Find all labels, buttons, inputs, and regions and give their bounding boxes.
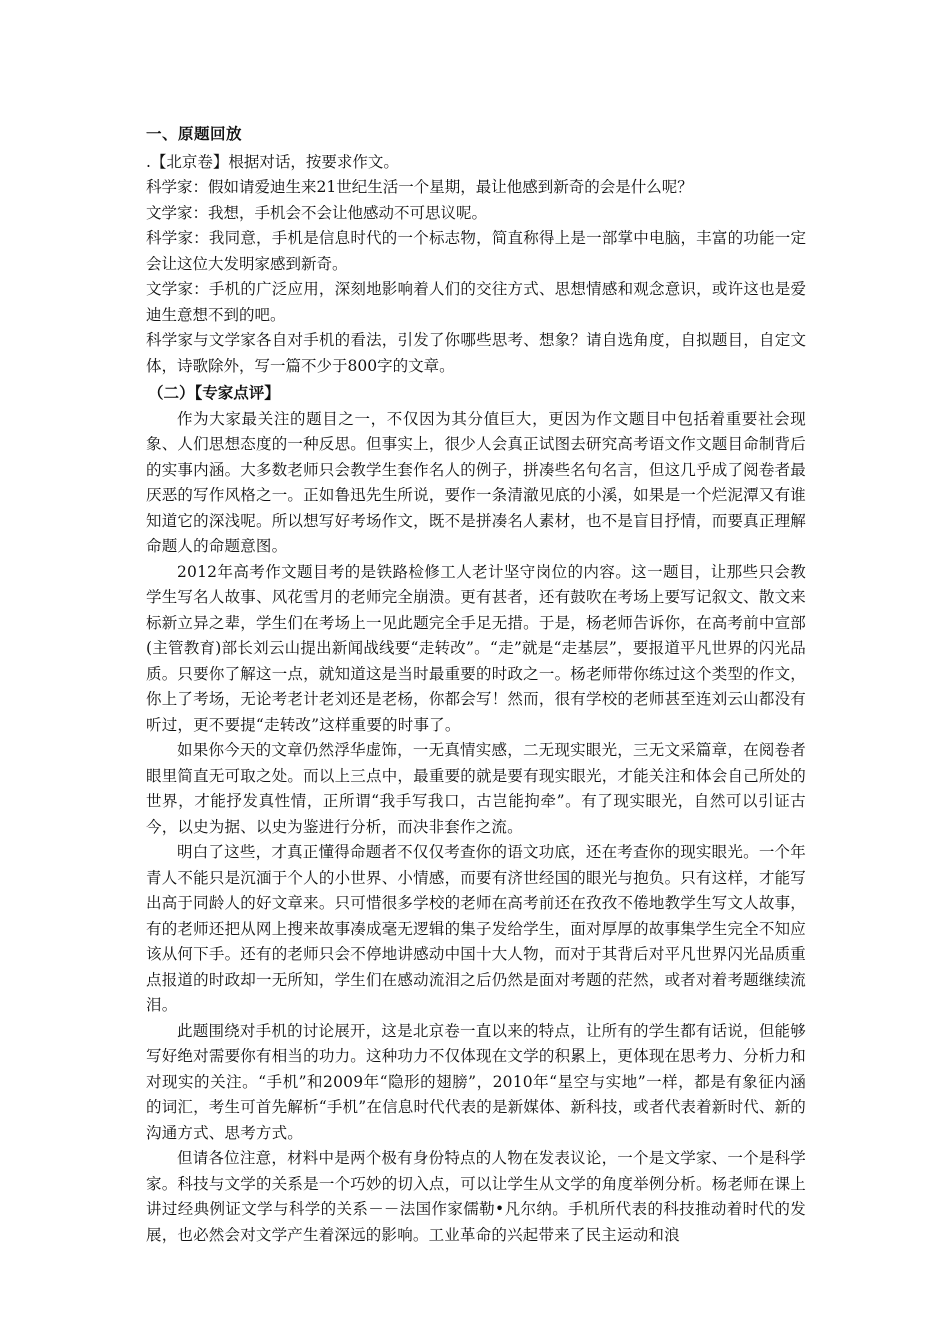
review-paragraph: 如果你今天的文章仍然浮华虚饰，一无真情实感，二无现实眼光，三无文采篇章，在阅卷者眼里简直无可取之处。而以上三点中，最重要的就是要有现实眼光，才能关注和体会自己所处的世界，才能抒发真性情，正所谓“我手写我口，古岂能拘牵”。有了现实眼光，自然可以引证古今，以史为据、以史为鉴进行分析，而决非套作之流。: [146, 741, 806, 836]
prompt-line-scientist-1: 科学家：假如请爱迪生来21世纪生活一个星期，最让他感到新奇的会是什么呢？: [146, 178, 693, 196]
document-page: [146, 120, 806, 1248]
prompt-line-writer-2: 文学家：手机的广泛应用，深刻地影响着人们的交往方式、思想情感和观念意识，或许这也是爱迪生意想不到的吧。: [146, 280, 806, 324]
review-paragraph: 明白了这些，才真正懂得命题者不仅仅考查你的语文功底，还在考查你的现实眼光。一个年青人不能只是沉湎于个人的小世界、小情感，而要有济世经国的眼光与抱负。只有这样，才能写出高于同龄人的好文章来。只可惜很多学校的老师在高考前还在孜孜不倦地教学生写文人故事，有的老师还把从网上搜来故事凑成毫无逻辑的集子发给学生，面对厚厚的故事集学生完全不知应该从何下手。还有的老师只会不停地讲感动中国十大人物，而对于其背后对平凡世界闪光品质重点报道的时政却一无所知，学生们在感动流泪之后仍然是面对考题的茫然，或者对着考题继续流泪。: [146, 843, 806, 1014]
review-paragraph: 作为大家最关注的题目之一，不仅因为其分值巨大，更因为作文题目中包括着重要社会现象、人们思想态度的一种反思。但事实上，很少人会真正试图去研究高考语文作文题目命制背后的实事内涵。大多数老师只会教学生套作名人的例子，拼凑些名句名言，但这几乎成了阅卷者最厌恶的写作风格之一。正如鲁迅先生所说，要作一条清澈见底的小溪，如果是一个烂泥潭又有谁知道它的深浅呢。所以想写好考场作文，既不是拼凑名人素材，也不是盲目抒情，而要真正理解命题人的命题意图。: [146, 409, 806, 555]
section-heading-expert-review: （二）【专家点评】: [148, 384, 280, 402]
review-paragraph: 此题围绕对手机的讨论展开，这是北京卷一直以来的特点，让所有的学生都有话说，但能够写好绝对需要你有相当的功力。这种功力不仅体现在文学的积累上，更体现在思考力、分析力和对现实的关注。“手机”和2009年“隐形的翅膀”，2010年“星空与实地”一样，都是有象征内涵的词汇，考生可首先解析“手机”在信息时代代表的是新媒体、新科技，或者代表着新时代、新的沟通方式、思考方式。: [146, 1021, 806, 1142]
section-heading-original-question: 一、原题回放: [146, 125, 243, 143]
prompt-line-scientist-2: 科学家：我同意，手机是信息时代的一个标志物，简直称得上是一部掌中电脑，丰富的功能一定会让这位大发明家感到新奇。: [146, 229, 806, 273]
prompt-line-instructions: 科学家与文学家各自对手机的看法，引发了你哪些思考、想象？请自选角度，自拟题目，自定文体，诗歌除外，写一篇不少于800字的文章。: [146, 331, 806, 375]
prompt-line-intro: .【北京卷】根据对话，按要求作文。: [146, 152, 399, 171]
review-paragraph: 2012年高考作文题目考的是铁路检修工人老计坚守岗位的内容。这一题目，让那些只会教学生写名人故事、风花雪月的老师完全崩溃。更有甚者，还有鼓吹在考场上要写记叙文、散文来标新立异之辈，学生们在考场上一见此题完全手足无措。于是，杨老师告诉你，在高考前中宣部(主管教育)部长刘云山提出新闻战线要“走转改”。“走”就是“走基层”，要报道平凡世界的闪光品质。只要你了解这一点，就知道这是当时最重要的时政之一。杨老师带你练过这个类型的作文，你上了考场，无论考老计老刘还是老杨，你都会写！然而，很有学校的老师甚至连刘云山都没有听过，更不要提“走转改”这样重要的时事了。: [146, 562, 806, 734]
review-paragraph: 但请各位注意，材料中是两个极有身份特点的人物在发表议论，一个是文学家、一个是科学家。科技与文学的关系是一个巧妙的切入点，可以让学生从文学的角度举例分析。杨老师在课上讲过经典例证文学与科学的关系－－法国作家儒勒•凡尔纳。手机所代表的科技推动着时代的发展，也必然会对文学产生着深远的影响。工业革命的兴起带来了民主运动和浪: [146, 1149, 806, 1244]
prompt-line-writer-1: 文学家：我想，手机会不会让他感动不可思议呢。: [146, 203, 488, 222]
